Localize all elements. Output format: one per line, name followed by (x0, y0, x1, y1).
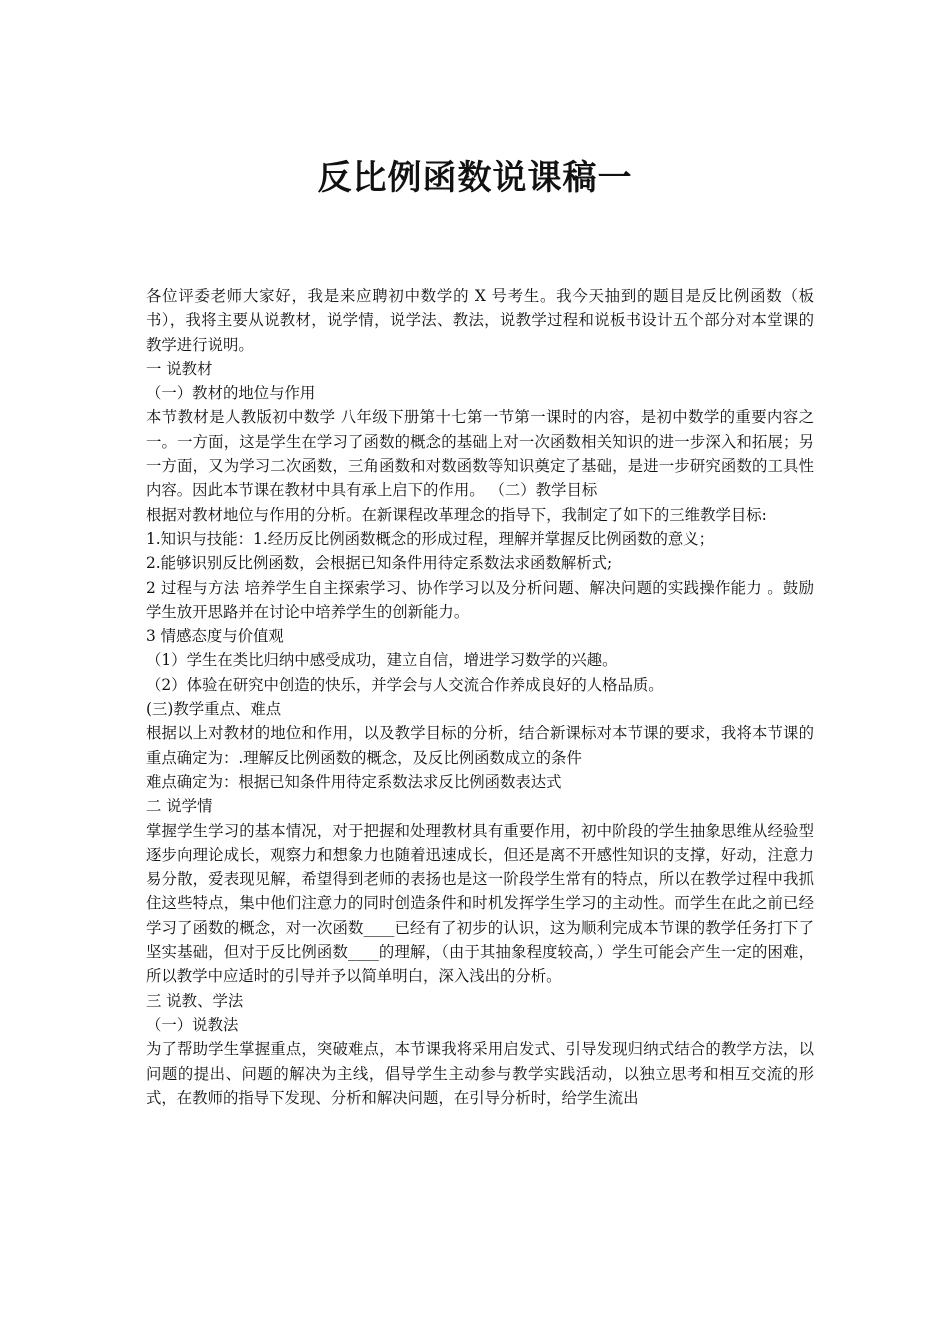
subsection-heading-teaching-method: （一）说教法 (146, 1015, 239, 1034)
paragraph-students: 掌握学生学习的基本情况，对于把握和处理教材具有重要作用，初中阶段的学生抽象思维从经验型逐步向理论成长，观察力和想象力也随着迅速成长，但还是离不开感性知识的支撑，好动，注意力易分散，爱表现见解，希望得到老师的表扬也是这一阶段学生常有的特点，所以在教学过程中我抓住这些特点，集中他们注意力的同时创造条件和时机发挥学生学习的主动性。而学生在此之前已经学习了函数的概念，对一次函数____已经有了初步的认识，这为顺利完成本节课的教学任务打下了坚实基础，但对于反比例函数____的理解，（由于其抽象程度较高，）学生可能会产生一定的困难，所以教学中应适时的引导并予以简单明白，深入浅出的分析。 (146, 821, 814, 986)
section-heading-textbook: 一 说教材 (146, 359, 213, 378)
paragraph-goal-process: 2 过程与方法 培养学生自主探索学习、协作学习以及分析问题、解决问题的实践操作能力 。鼓励学生放开思路并在讨论中培养学生的创新能力。 (146, 578, 814, 621)
paragraph-key-points: 根据以上对教材的地位和作用，以及教学目标的分析，结合新课标对本节课的要求，我将本节课的重点确定为：.理解反比例函数的概念，及反比例函数成立的条件 (146, 724, 814, 767)
paragraph-intro: 各位评委老师大家好，我是来应聘初中数学的 X 号考生。我今天抽到的题目是反比例函数（板书），我将主要从说教材，说学情，说学法、教法，说教学过程和说板书设计五个部分对本堂课的教学进行说明。 (146, 287, 814, 354)
section-heading-methods: 三 说教、学法 (146, 991, 244, 1010)
subsection-heading-key-points: (三)教学重点、难点 (146, 700, 282, 719)
paragraph-role: 本节教材是人教版初中数学 八年级下册第十七第一节第一课时的内容，是初中数学的重要内容之一。一方面，这是学生在学习了函数的概念的基础上对一次函数相关知识的进一步深入和拓展；另一方面，又为学习二次函数，三角函数和对数函数等知识奠定了基础，是进一步研究函数的工具性内容。因此本节课在教材中具有承上启下的作用。 （二）教学目标 (146, 408, 814, 500)
document-title: 反比例函数说课稿一 (317, 158, 633, 198)
subsection-heading-role: （一）教材的地位与作用 (146, 384, 316, 403)
document-body (146, 284, 814, 1110)
paragraph-goal-attitude-2: （2）体验在研究中创造的快乐，并学会与人交流合作养成良好的人格品质。 (146, 675, 664, 694)
paragraph-goals-intro: 根据对教材地位与作用的分析。在新课程改革理念的指导下，我制定了如下的三维教学目标: (146, 505, 767, 524)
section-heading-students: 二 说学情 (146, 797, 213, 816)
paragraph-teaching-method: 为了帮助学生掌握重点，突破难点，本节课我将采用启发式、引导发现归纳式结合的教学方法，以问题的提出、问题的解决为主线，倡导学生主动参与教学实践活动，以独立思考和相互交流的形式，在教师的指导下发现、分析和解决问题，在引导分析时，给学生流出 (146, 1040, 814, 1107)
paragraph-goal-attitude-1: （1）学生在类比归纳中感受成功，建立自信，增进学习数学的兴趣。 (146, 651, 618, 670)
paragraph-goal-knowledge: 1.知识与技能：1.经历反比例函数概念的形成过程，理解并掌握反比例函数的意义； (146, 529, 715, 548)
paragraph-goal-identify: 2.能够识别反比例函数，会根据已知条件用待定系数法求函数解析式; (146, 554, 613, 573)
paragraph-difficulty: 难点确定为：根据已知条件用待定系数法求反比例函数表达式 (146, 772, 562, 791)
paragraph-goal-attitude: 3 情感态度与价值观 (146, 627, 284, 646)
